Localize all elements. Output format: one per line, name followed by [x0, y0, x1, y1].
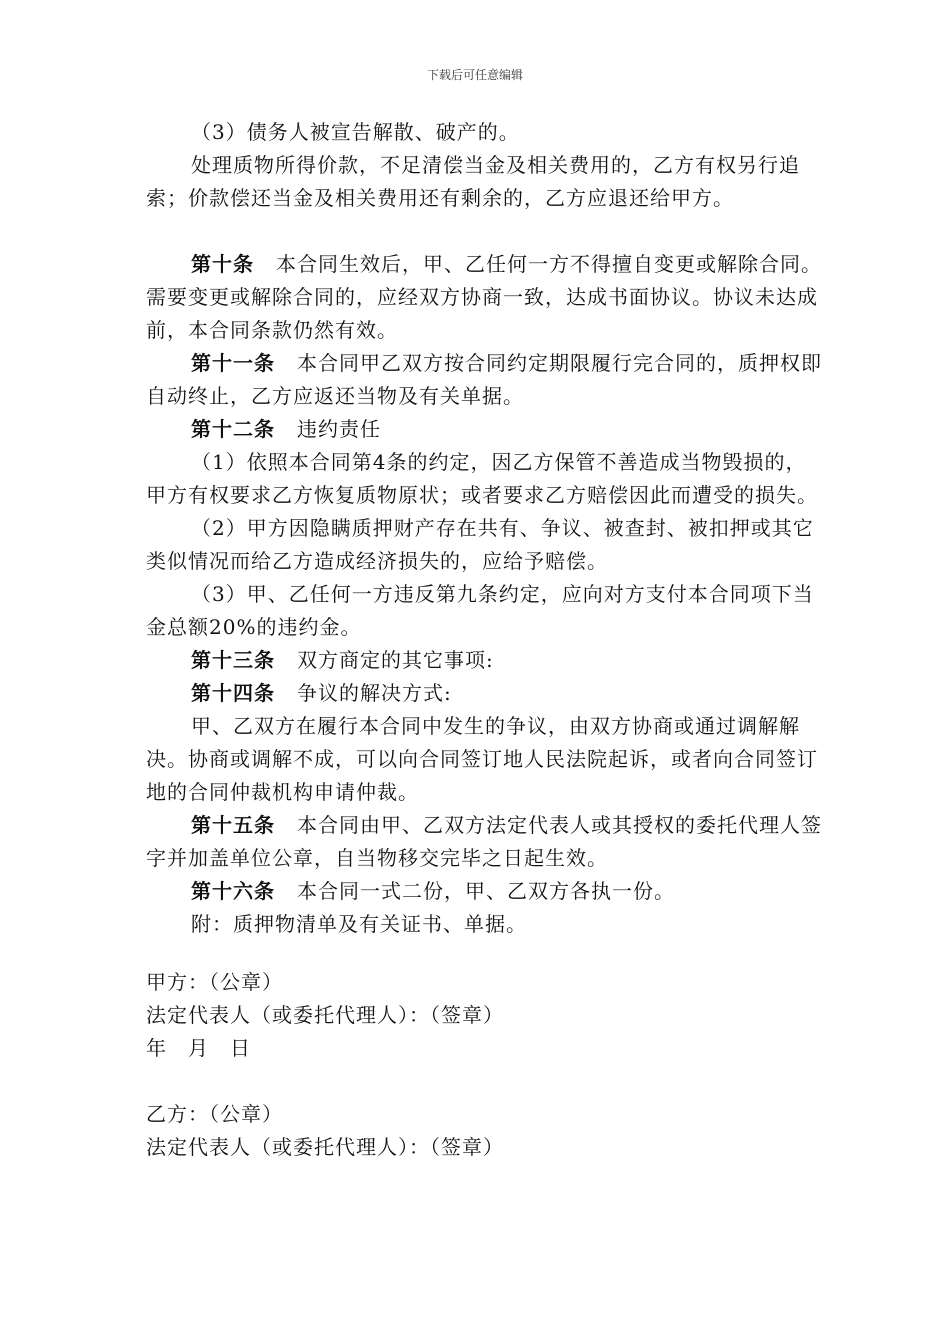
- party-b-seal: 乙方：（公章）: [146, 1102, 283, 1126]
- article-13-text: 双方商定的其它事项:: [297, 648, 494, 672]
- article-12-text: 违约责任: [297, 417, 381, 441]
- document-body: [146, 116, 824, 1164]
- article-12-item-2: （2）甲方因隐瞒质押财产存在共有、争议、被查封、被扣押或其它类似情况而给乙方造成经济损失的，应给予赔偿。: [146, 516, 814, 573]
- article-14: [146, 677, 824, 710]
- article-10: [146, 248, 824, 347]
- article-15-text: 本合同由甲、乙双方法定代表人或其授权的委托代理人签字并加盖单位公章，自当物移交完毕之日起生效。: [146, 813, 822, 870]
- party-b-representative: 法定代表人（或委托代理人）：（签章）: [146, 1135, 504, 1159]
- clause-item-3: （3）债务人被宣告解散、破产的。: [191, 120, 520, 144]
- attachment-note: 附：质押物清单及有关证书、单据。: [191, 912, 527, 936]
- article-13-title: 第十三条: [191, 648, 275, 672]
- article-11-title: 第十一条: [191, 351, 275, 375]
- article-13: [146, 644, 824, 677]
- article-14-text: 争议的解决方式:: [297, 681, 452, 705]
- article-12-item-1: （1）依照本合同第4条的约定，因乙方保管不善造成当物毁损的，甲方有权要求乙方恢复质物原状；或者要求乙方赔偿因此而遭受的损失。: [146, 450, 818, 507]
- article-16-text: 本合同一式二份，甲、乙双方各执一份。: [297, 879, 675, 903]
- article-11: [146, 347, 824, 413]
- page-header: 下载后可任意编辑: [426, 68, 523, 82]
- party-a-representative: 法定代表人（或委托代理人）：（签章）: [146, 1003, 504, 1027]
- article-16: [146, 875, 824, 908]
- article-16-title: 第十六条: [191, 879, 275, 903]
- article-14-title: 第十四条: [191, 681, 275, 705]
- party-a-date: 年 月 日: [146, 1036, 251, 1060]
- party-a-seal: 甲方：（公章）: [146, 970, 283, 994]
- article-11-text: 本合同甲乙双方按合同约定期限履行完合同的，质押权即自动终止，乙方应返还当物及有关单据。: [146, 351, 822, 408]
- article-12-title: 第十二条: [191, 417, 275, 441]
- article-12: [146, 413, 824, 446]
- article-10-text: 本合同生效后，甲、乙任何一方不得擅自变更或解除合同。需要变更或解除合同的，应经双方协商一致，达成书面协议。协议未达成前，本合同条款仍然有效。: [146, 252, 822, 342]
- article-15-title: 第十五条: [191, 813, 275, 837]
- article-12-item-3: （3）甲、乙任何一方违反第九条约定，应向对方支付本合同项下当金总额20%的违约金。: [146, 582, 814, 639]
- article-14-body: 甲、乙双方在履行本合同中发生的争议，由双方协商或通过调解解决。协商或调解不成，可以向合同签订地人民法院起诉，或者向合同签订地的合同仲裁机构申请仲裁。: [146, 714, 818, 804]
- article-10-title: 第十条: [191, 252, 254, 276]
- article-15: [146, 809, 824, 875]
- disposal-paragraph: 处理质物所得价款，不足清偿当金及相关费用的，乙方有权另行追索；价款偿还当金及相关费用还有剩余的，乙方应退还给甲方。: [146, 153, 800, 210]
